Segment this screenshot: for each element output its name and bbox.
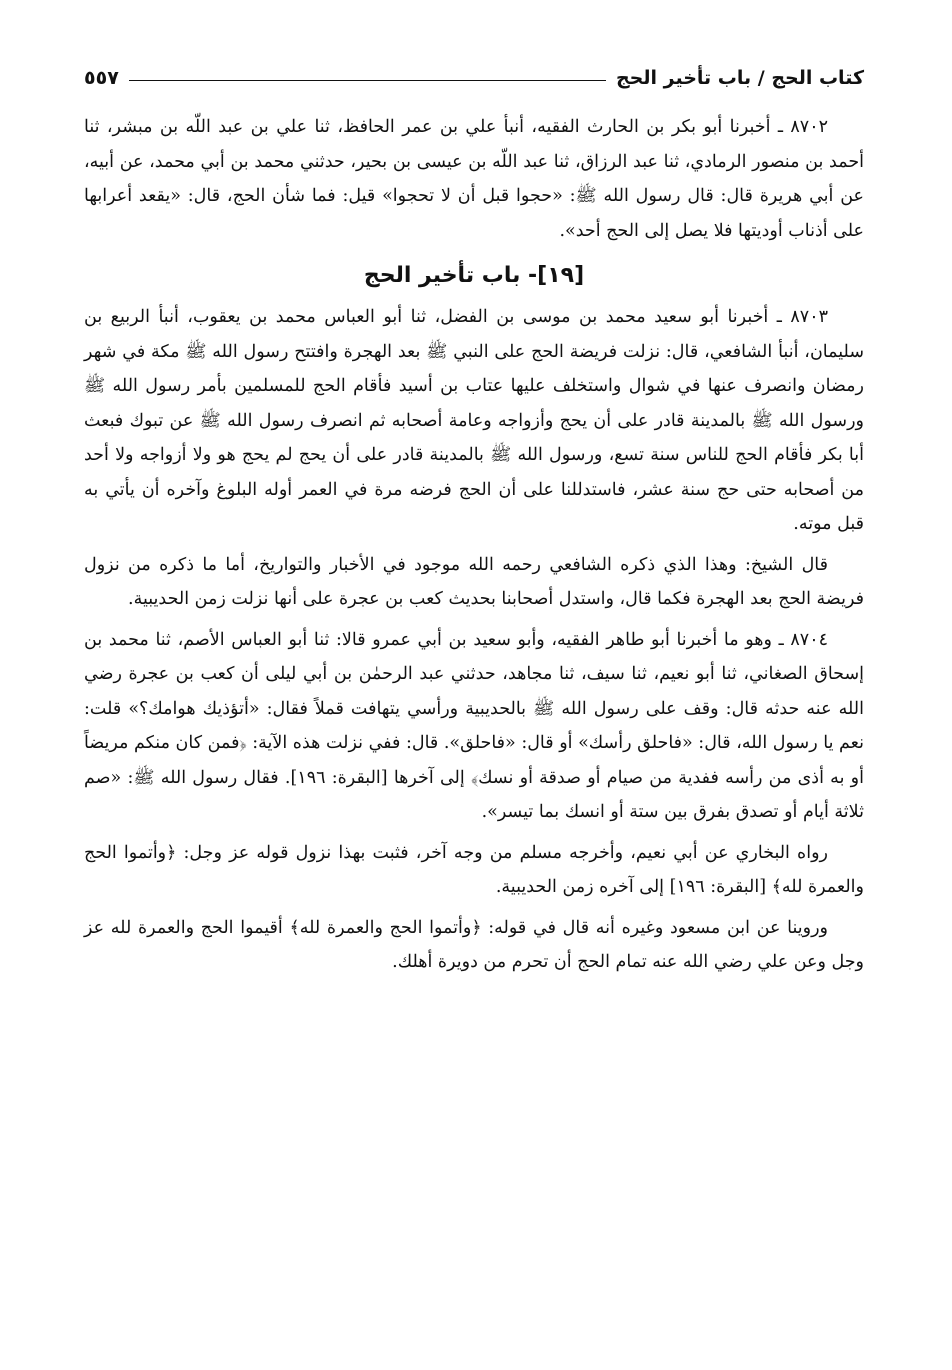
ibn-masud-note: وروينا عن ابن مسعود وغيره أنه قال في قوله: ﴿وأتموا الحج والعمرة لله﴾ أقيموا الحج والعمرة لله عز وجل وعن علي رضي الله عنه تمام الحج أن تحرم من دويرة أهلك. xyxy=(84,917,864,972)
running-title: كتاب الحج / باب تأخير الحج xyxy=(615,67,864,89)
page-number: ٥٥٧ xyxy=(84,67,119,89)
hadith-8703: ٨٧٠٣ ـ أخبرنا أبو سعيد محمد بن موسى بن الفضل، ثنا أبو العباس محمد بن يعقوب، أنبأ الربيع بن سليمان، أنبأ الشافعي، قال: نزلت فريضة الحج على النبي ﷺ بعد الهجرة وافتتح رسول الله ﷺ مكة في شهر رمضان وانصرف عنها في شوال واستخلف عليها عتاب بن أسيد فأقام الحج للمسلمين بأمر رسول الله ﷺ ورسول الله ﷺ بالمدينة قادر على أن يحج وأزواجه وعامة أصحابه ثم انصرف رسول الله ﷺ عن تبوك فبعث أبا بكر فأقام الحج للناس سنة تسع، ورسول الله ﷺ بالمدينة قادر على أن يحج لم يحج هو ولا أزواجه ولا أحد من أصحابه حتى حج سنة عشر، فاستدللنا على أن الحج فرضه مرة في العمر أوله البلوغ وآخره أن يأتي به قبل موته. xyxy=(84,307,864,534)
page-header xyxy=(84,56,864,100)
hadith-8704: ٨٧٠٤ ـ وهو ما أخبرنا أبو طاهر الفقيه، وأبو سعيد بن أبي عمرو قالا: ثنا أبو العباس الأصم، ثنا محمد بن إسحاق الصغاني، ثنا أبو نعيم، ثنا سيف، ثنا مجاهد، حدثني عبد الرحمٰن بن أبي ليلى أن كعب بن عجرة رضي الله عنه حدثه قال: وقف على رسول الله ﷺ بالحديبية ورأسي يتهافت قملاً فقال: «أتؤذيك هوامك؟» قلت: نعم يا رسول الله، قال: «فاحلق رأسك» أو قال: «فاحلق». قال: ففي نزلت هذه الآية: ﴿فمن كان منكم مريضاً أو به أذى من رأسه ففدية من صيام أو صدقة أو نسك﴾ إلى آخرها [البقرة: ١٩٦]. فقال رسول الله ﷺ: «صم ثلاثة أيام أو تصدق بفرق بين ستة أو انسك بما تيسر». xyxy=(84,629,864,822)
chapter-heading: [١٩]- باب تأخير الحج xyxy=(363,263,585,288)
sheikh-commentary: قال الشيخ: وهذا الذي ذكره الشافعي رحمه الله موجود في الأخبار والتواريخ، أما ما ذكره من نزول فريضة الحج بعد الهجرة فكما قال، واستدل أصحابنا بحديث كعب بن عجرة على أنها نزلت زمن الحديبية. xyxy=(84,554,864,609)
book-page xyxy=(84,56,864,980)
header-rule xyxy=(129,80,606,81)
hadith-8702: ٨٧٠٢ ـ أخبرنا أبو بكر بن الحارث الفقيه، أنبأ علي بن عمر الحافظ، ثنا علي بن عبد اللّه بن مبشر، ثنا أحمد بن منصور الرمادي، ثنا عبد الرزاق، ثنا عبد اللّه بن عيسى بن بحير، حدثني محمد بن أبي محمد، عن أبيه، عن أبي هريرة قال: قال رسول الله ﷺ: «حجوا قبل أن لا تحجوا» قيل: فما شأن الحج، قال: «يقعد أعرابها على أذناب أوديتها فلا يصل إلى الحج أحد». xyxy=(84,117,864,241)
bukhari-note: رواه البخاري عن أبي نعيم، وأخرجه مسلم من وجه آخر، فثبت بهذا نزول قوله عز وجل: ﴿وأتموا الحج والعمرة لله﴾ [البقرة: ١٩٦] إلى آخره زمن الحديبية. xyxy=(84,842,864,897)
